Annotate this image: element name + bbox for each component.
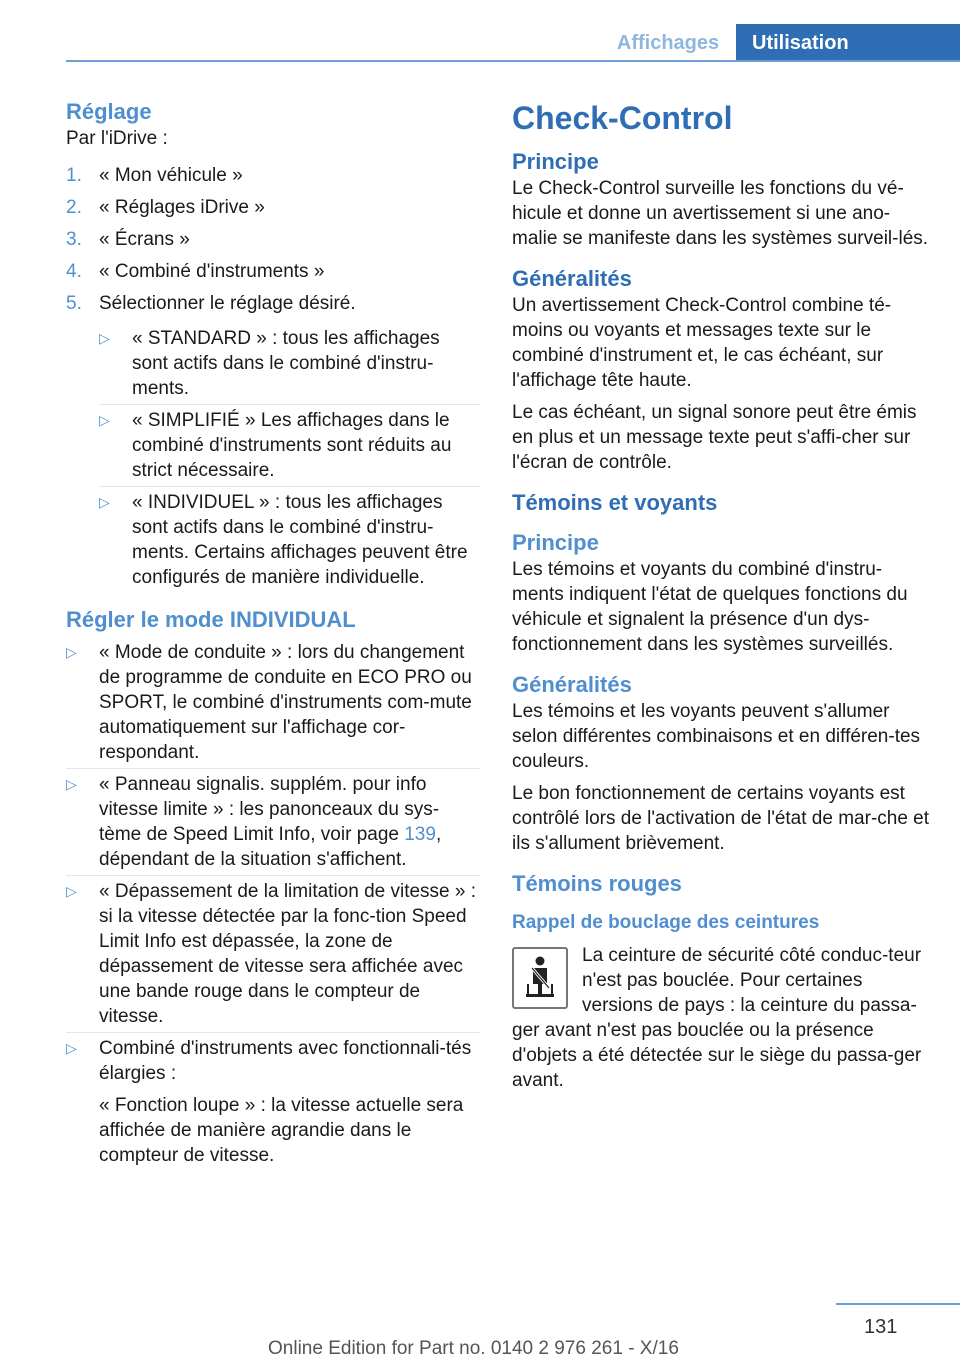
triangle-bullet-icon: ▷ — [99, 494, 110, 510]
left-column — [66, 98, 480, 1175]
individual-item — [66, 1036, 480, 1168]
individual-text: « Mode de conduite » : lors du changement de programme de conduite en ECO PRO ou SPORT, le combiné d'instruments com-mute automatiquement sur l'affichage cor-respondant. — [99, 642, 472, 763]
individual-list — [66, 640, 480, 1168]
step-item — [66, 291, 480, 590]
step-number: 1. — [66, 165, 82, 186]
page-reference-link[interactable]: 139 — [404, 824, 436, 845]
display-options-list — [99, 326, 480, 590]
header-section-tab: Affichages — [616, 32, 720, 54]
principe-text: Le Check-Control surveille les fonctions du vé-hicule et donne un avertissement si une ano-malie se manifeste dans les systèmes surveil-lés. — [512, 178, 929, 249]
individual-text: « Panneau signalis. supplém. pour info vitesse limite » : les panonceaux du sys-tème de Speed Limit Info, voir page — [99, 774, 440, 845]
option-item — [99, 326, 480, 401]
step-text: « Écrans » — [99, 229, 190, 250]
check-control-title: Check-Control — [512, 100, 733, 136]
temoins-principe-text: Les témoins et voyants du combiné d'instru-ments indiquent l'état de quelques fonctions du véhicule et signalent la présence d'un dys-fonctionnement dans les systèmes surveillés. — [512, 559, 908, 655]
footer-rule — [836, 1303, 960, 1305]
individual-heading: Régler le mode INDIVIDUAL — [66, 607, 356, 632]
triangle-bullet-icon: ▷ — [66, 883, 77, 899]
right-column — [512, 98, 930, 1093]
rouges-heading: Témoins rouges — [512, 871, 682, 896]
temoins-heading: Témoins et voyants — [512, 490, 718, 515]
generalites-heading: Généralités — [512, 266, 632, 291]
step-text: « Réglages iDrive » — [99, 197, 265, 218]
reglage-heading: Réglage — [66, 99, 152, 124]
triangle-bullet-icon: ▷ — [66, 644, 77, 660]
generalites-text: Le cas échéant, un signal sonore peut être émis en plus et un message texte peut s'affi-cher sur l'écran de contrôle. — [512, 402, 917, 473]
option-text: « INDIVIDUEL » : tous les affichages sont actifs dans le combiné d'instru-ments. Certains affichages peuvent être configurés de manière individuelle. — [132, 492, 468, 588]
step-item — [66, 259, 480, 284]
option-item — [99, 408, 480, 483]
ceinture-heading: Rappel de bouclage des ceintures — [512, 912, 820, 933]
step-number: 4. — [66, 261, 82, 282]
step-text: « Mon véhicule » — [99, 165, 243, 186]
temoins-generalites-text: Le bon fonctionnement de certains voyants est contrôlé lors de l'activation de l'état de mar-che et ils s'allument brièvement. — [512, 783, 930, 854]
step-item — [66, 163, 480, 188]
step-number: 3. — [66, 229, 82, 250]
individual-item — [66, 640, 480, 765]
triangle-bullet-icon: ▷ — [66, 776, 77, 792]
principe-heading: Principe — [512, 149, 599, 174]
option-text: « STANDARD » : tous les affichages sont actifs dans le combiné d'instru-ments. — [132, 328, 440, 399]
steps-list — [66, 163, 480, 590]
triangle-bullet-icon: ▷ — [99, 412, 110, 428]
individual-text: « Fonction loupe » : la vitesse actuelle sera affichée de manière agrandie dans le compteur de vitesse. — [99, 1095, 464, 1166]
step-number: 5. — [66, 293, 82, 314]
temoins-generalites-text: Les témoins et les voyants peuvent s'allumer selon différentes combinaisons et en différen-tes couleurs. — [512, 701, 921, 772]
option-item — [99, 490, 480, 590]
option-text: « SIMPLIFIÉ » Les affichages dans le combiné d'instruments sont réduits au strict nécessaire. — [132, 410, 452, 481]
triangle-bullet-icon: ▷ — [66, 1040, 77, 1056]
step-text: « Combiné d'instruments » — [99, 261, 325, 282]
individual-text: , dépendant de la situation s'affichent. — [99, 824, 442, 870]
individual-text: Combiné d'instruments avec fonctionnali-tés élargies : — [99, 1038, 472, 1084]
individual-item — [66, 879, 480, 1029]
header-rule — [66, 60, 960, 62]
header-chapter-tab: Utilisation — [736, 24, 960, 62]
generalites-text: Un avertissement Check-Control combine té-moins ou voyants et messages texte sur le combiné d'instrument et, le cas échéant, sur l'affichage tête haute. — [512, 295, 892, 391]
page-number: 131 — [864, 1316, 898, 1338]
seatbelt-warning-icon — [512, 947, 568, 1009]
ceinture-text: La ceinture de sécurité côté conduc-teur n'est pas bouclée. Pour certaines versions de pays : la ceinture du passa-ger avant n'est pas bouclée ou la présence d'objets a été détectée sur le siège du passa-ger avant. — [512, 945, 922, 1091]
step-item — [66, 195, 480, 220]
step-number: 2. — [66, 197, 82, 218]
step-text: Sélectionner le réglage désiré. — [99, 293, 356, 314]
temoins-principe-heading: Principe — [512, 530, 599, 555]
triangle-bullet-icon: ▷ — [99, 330, 110, 346]
edition-footer: Online Edition for Part no. 0140 2 976 261 - X/16 — [268, 1338, 679, 1359]
step-item — [66, 227, 480, 252]
reglage-intro: Par l'iDrive : — [66, 128, 168, 149]
temoins-generalites-heading: Généralités — [512, 672, 632, 697]
individual-item — [66, 772, 480, 872]
individual-text: « Dépassement de la limitation de vitesse » : si la vitesse détectée par la fonc-tion Speed Limit Info est dépassée, la zone de dépassement de vitesse sera affichée avec une bande rouge dans le compteur de vitesse. — [99, 881, 477, 1027]
